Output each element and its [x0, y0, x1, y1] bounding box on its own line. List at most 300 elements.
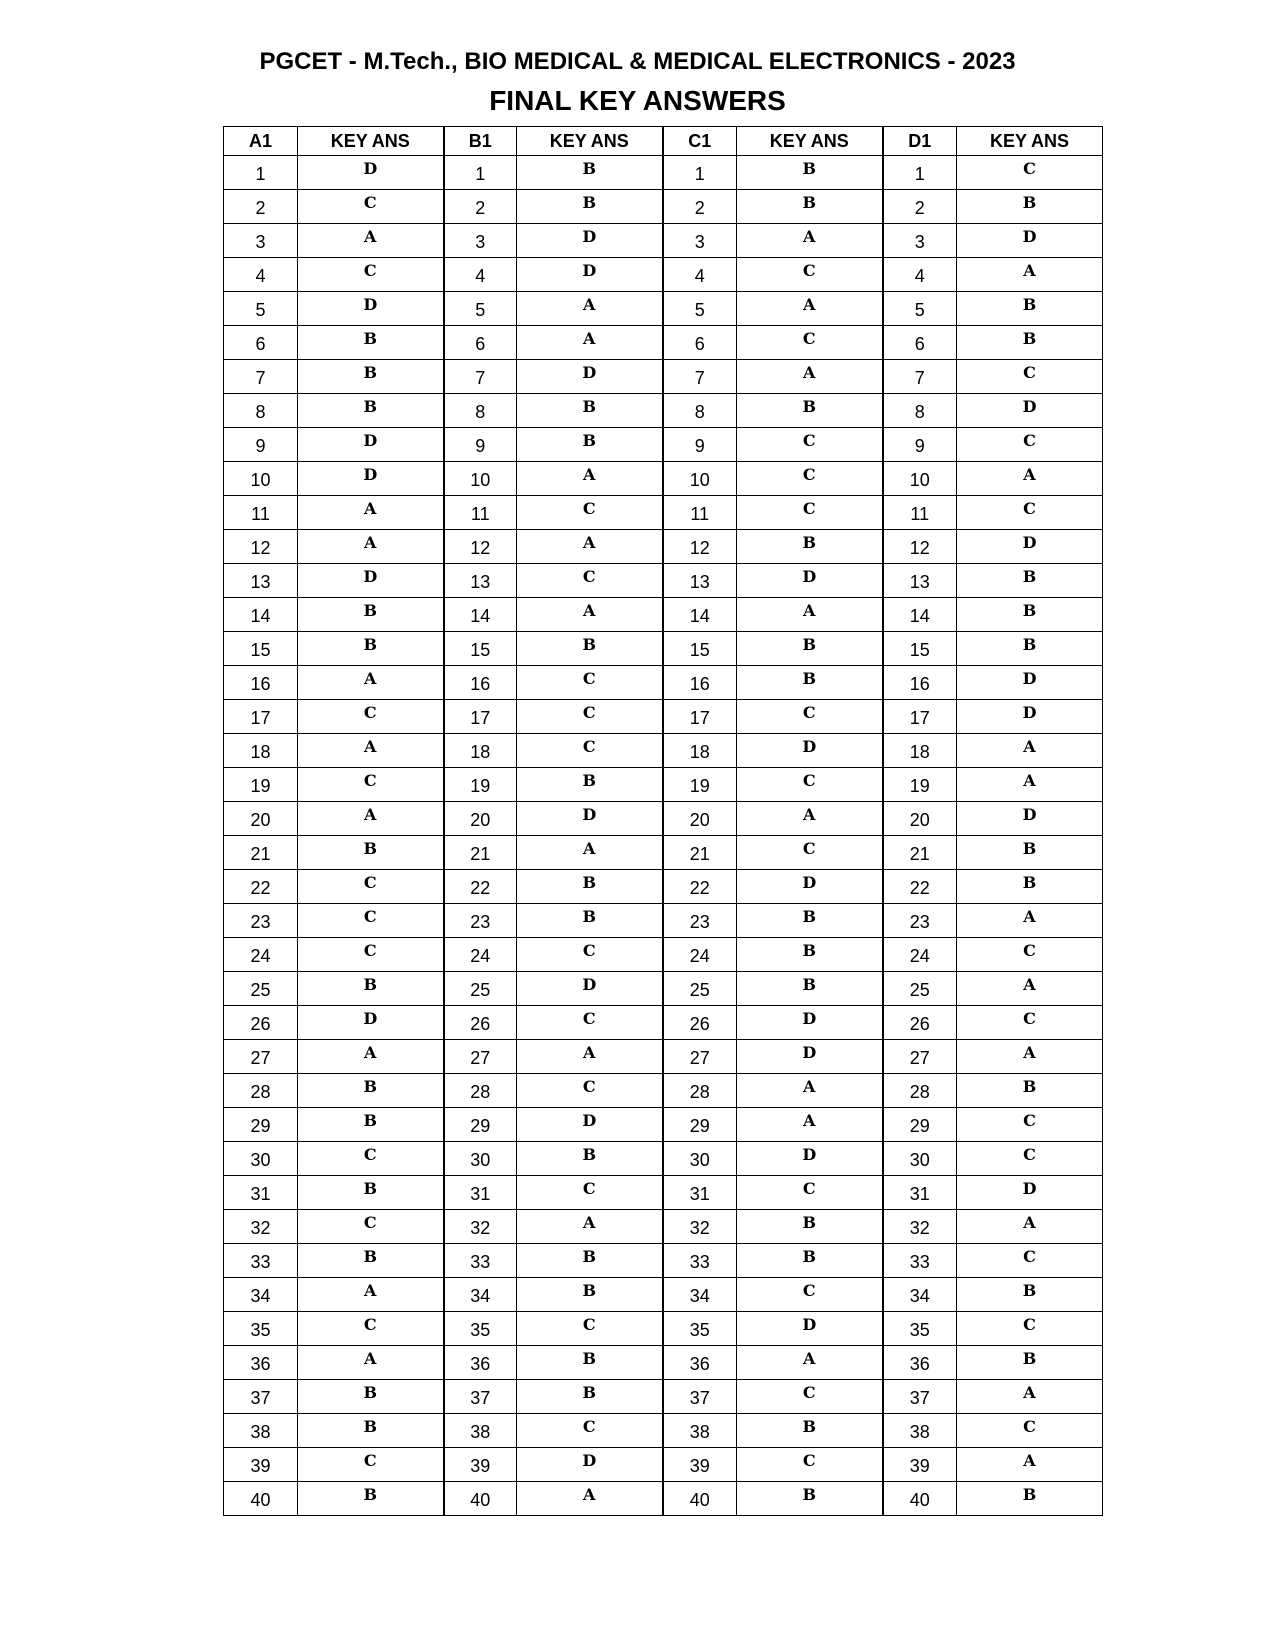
answer-cell: D [517, 360, 663, 394]
question-number-cell: 24 [444, 938, 517, 972]
question-number-cell: 30 [663, 1142, 737, 1176]
question-number-cell: 19 [224, 768, 298, 802]
header-cell: A1 [224, 127, 298, 156]
answer-cell: A [517, 530, 663, 564]
answer-cell: B [298, 394, 444, 428]
answer-cell: B [517, 190, 663, 224]
question-number-cell: 31 [224, 1176, 298, 1210]
question-number-cell: 16 [444, 666, 517, 700]
question-number-cell: 33 [444, 1244, 517, 1278]
answer-cell: A [517, 836, 663, 870]
answer-cell: D [737, 564, 883, 598]
answer-cell: A [957, 734, 1103, 768]
table-row [224, 326, 1103, 360]
question-number-cell: 38 [224, 1414, 298, 1448]
answer-cell: A [517, 462, 663, 496]
answer-cell: D [298, 292, 444, 326]
answer-cell: D [298, 564, 444, 598]
question-number-cell: 10 [663, 462, 737, 496]
answer-cell: C [517, 1176, 663, 1210]
question-number-cell: 1 [663, 156, 737, 190]
header-cell: D1 [883, 127, 957, 156]
question-number-cell: 21 [663, 836, 737, 870]
table-row [224, 1108, 1103, 1142]
answer-cell: D [737, 1142, 883, 1176]
answer-cell: A [737, 1108, 883, 1142]
answer-cell: B [517, 1346, 663, 1380]
table-row [224, 1380, 1103, 1414]
answer-cell: D [298, 1006, 444, 1040]
header-cell: KEY ANS [298, 127, 444, 156]
table-row [224, 870, 1103, 904]
answer-cell: B [298, 1482, 444, 1516]
question-number-cell: 32 [883, 1210, 957, 1244]
answer-cell: A [517, 292, 663, 326]
question-number-cell: 10 [883, 462, 957, 496]
table-row [224, 530, 1103, 564]
question-number-cell: 30 [444, 1142, 517, 1176]
answer-cell: A [298, 734, 444, 768]
answer-cell: B [517, 1380, 663, 1414]
answer-cell: A [957, 258, 1103, 292]
answer-cell: C [957, 156, 1103, 190]
answer-cell: B [517, 1278, 663, 1312]
question-number-cell: 28 [224, 1074, 298, 1108]
question-number-cell: 35 [444, 1312, 517, 1346]
answer-cell: C [737, 1278, 883, 1312]
document-subtitle: FINAL KEY ANSWERS [489, 85, 786, 116]
table-row [224, 156, 1103, 190]
answer-cell: C [957, 1414, 1103, 1448]
table-row [224, 394, 1103, 428]
table-row [224, 938, 1103, 972]
answer-cell: A [737, 224, 883, 258]
table-row [224, 428, 1103, 462]
answer-cell: C [737, 1448, 883, 1482]
table-row [224, 1040, 1103, 1074]
question-number-cell: 33 [224, 1244, 298, 1278]
question-number-cell: 28 [444, 1074, 517, 1108]
answer-cell: C [517, 938, 663, 972]
question-number-cell: 26 [444, 1006, 517, 1040]
answer-cell: A [957, 1380, 1103, 1414]
table-row [224, 598, 1103, 632]
table-row [224, 1414, 1103, 1448]
answer-cell: A [737, 1074, 883, 1108]
answer-cell: B [737, 530, 883, 564]
answer-cell: A [737, 292, 883, 326]
answer-cell: A [957, 768, 1103, 802]
question-number-cell: 34 [224, 1278, 298, 1312]
question-number-cell: 4 [444, 258, 517, 292]
answer-cell: D [957, 802, 1103, 836]
answer-cell: A [517, 326, 663, 360]
table-row [224, 904, 1103, 938]
question-number-cell: 1 [883, 156, 957, 190]
answer-cell: B [737, 632, 883, 666]
question-number-cell: 39 [444, 1448, 517, 1482]
table-row [224, 1346, 1103, 1380]
question-number-cell: 18 [224, 734, 298, 768]
question-number-cell: 18 [444, 734, 517, 768]
answer-cell: B [298, 598, 444, 632]
question-number-cell: 20 [444, 802, 517, 836]
question-number-cell: 38 [883, 1414, 957, 1448]
answer-cell: C [957, 1312, 1103, 1346]
table-row [224, 258, 1103, 292]
answer-cell: B [298, 1074, 444, 1108]
question-number-cell: 31 [883, 1176, 957, 1210]
question-number-cell: 32 [444, 1210, 517, 1244]
answer-cell: C [737, 496, 883, 530]
answer-cell: C [737, 326, 883, 360]
answer-cell: B [517, 870, 663, 904]
answer-cell: D [517, 802, 663, 836]
answer-cell: B [957, 292, 1103, 326]
answer-cell: D [737, 870, 883, 904]
answer-cell: C [298, 700, 444, 734]
table-row [224, 564, 1103, 598]
answer-cell: B [298, 326, 444, 360]
question-number-cell: 3 [663, 224, 737, 258]
answer-cell: B [957, 598, 1103, 632]
table-row [224, 1074, 1103, 1108]
answer-cell: C [517, 700, 663, 734]
question-number-cell: 24 [883, 938, 957, 972]
question-number-cell: 34 [883, 1278, 957, 1312]
question-number-cell: 5 [224, 292, 298, 326]
table-row [224, 292, 1103, 326]
question-number-cell: 18 [883, 734, 957, 768]
answer-cell: A [517, 1210, 663, 1244]
answer-cell: C [517, 1414, 663, 1448]
question-number-cell: 14 [663, 598, 737, 632]
question-number-cell: 22 [883, 870, 957, 904]
question-number-cell: 14 [883, 598, 957, 632]
table-row [224, 1482, 1103, 1516]
answer-cell: D [957, 666, 1103, 700]
answer-cell: B [298, 1108, 444, 1142]
answer-cell: D [957, 700, 1103, 734]
answer-cell: C [957, 1006, 1103, 1040]
answer-cell: D [957, 530, 1103, 564]
question-number-cell: 40 [224, 1482, 298, 1516]
answer-cell: C [957, 496, 1103, 530]
question-number-cell: 29 [883, 1108, 957, 1142]
question-number-cell: 36 [663, 1346, 737, 1380]
question-number-cell: 10 [444, 462, 517, 496]
answer-cell: C [298, 904, 444, 938]
question-number-cell: 26 [663, 1006, 737, 1040]
table-row [224, 1210, 1103, 1244]
answer-cell: C [298, 1312, 444, 1346]
table-row [224, 632, 1103, 666]
question-number-cell: 25 [444, 972, 517, 1006]
answer-cell: C [957, 1244, 1103, 1278]
answer-cell: C [298, 1448, 444, 1482]
question-number-cell: 34 [444, 1278, 517, 1312]
table-row [224, 734, 1103, 768]
answer-cell: D [298, 156, 444, 190]
question-number-cell: 19 [663, 768, 737, 802]
answer-cell: A [298, 802, 444, 836]
answer-cell: A [737, 802, 883, 836]
question-number-cell: 21 [224, 836, 298, 870]
question-number-cell: 31 [663, 1176, 737, 1210]
table-row [224, 360, 1103, 394]
table-row [224, 1244, 1103, 1278]
question-number-cell: 11 [663, 496, 737, 530]
table-row [224, 1278, 1103, 1312]
question-number-cell: 9 [444, 428, 517, 462]
answer-cell: B [298, 836, 444, 870]
answer-cell: B [957, 564, 1103, 598]
answer-cell: B [737, 156, 883, 190]
question-number-cell: 22 [224, 870, 298, 904]
question-number-cell: 36 [224, 1346, 298, 1380]
answer-cell: A [298, 666, 444, 700]
question-number-cell: 4 [663, 258, 737, 292]
answer-cell: B [957, 1278, 1103, 1312]
question-number-cell: 32 [663, 1210, 737, 1244]
question-number-cell: 10 [224, 462, 298, 496]
question-number-cell: 13 [444, 564, 517, 598]
question-number-cell: 28 [883, 1074, 957, 1108]
question-number-cell: 13 [663, 564, 737, 598]
answer-cell: A [737, 360, 883, 394]
question-number-cell: 3 [883, 224, 957, 258]
answer-cell: C [957, 1108, 1103, 1142]
question-number-cell: 32 [224, 1210, 298, 1244]
answer-cell: A [957, 1040, 1103, 1074]
question-number-cell: 27 [663, 1040, 737, 1074]
answer-cell: C [737, 768, 883, 802]
question-number-cell: 27 [224, 1040, 298, 1074]
question-number-cell: 39 [224, 1448, 298, 1482]
answer-cell: C [957, 428, 1103, 462]
question-number-cell: 15 [444, 632, 517, 666]
question-number-cell: 26 [224, 1006, 298, 1040]
question-number-cell: 16 [883, 666, 957, 700]
question-number-cell: 23 [883, 904, 957, 938]
answer-cell: C [517, 734, 663, 768]
answer-cell: B [737, 1210, 883, 1244]
header-cell: KEY ANS [737, 127, 883, 156]
answer-cell: B [737, 190, 883, 224]
question-number-cell: 16 [224, 666, 298, 700]
header-cell: KEY ANS [517, 127, 663, 156]
question-number-cell: 4 [883, 258, 957, 292]
question-number-cell: 5 [663, 292, 737, 326]
answer-cell: B [517, 1142, 663, 1176]
answer-cell: C [737, 836, 883, 870]
answer-cell: D [517, 1448, 663, 1482]
header-row [224, 127, 1103, 156]
question-number-cell: 1 [224, 156, 298, 190]
answer-cell: B [517, 394, 663, 428]
answer-cell: D [517, 972, 663, 1006]
question-number-cell: 40 [444, 1482, 517, 1516]
question-number-cell: 22 [444, 870, 517, 904]
answer-cell: A [957, 904, 1103, 938]
question-number-cell: 2 [444, 190, 517, 224]
table-row [224, 224, 1103, 258]
question-number-cell: 39 [663, 1448, 737, 1482]
answer-cell: B [957, 870, 1103, 904]
question-number-cell: 9 [224, 428, 298, 462]
answer-cell: B [737, 1414, 883, 1448]
table-row [224, 1176, 1103, 1210]
answer-cell: C [517, 1312, 663, 1346]
question-number-cell: 30 [224, 1142, 298, 1176]
question-number-cell: 31 [444, 1176, 517, 1210]
table-row [224, 496, 1103, 530]
question-number-cell: 36 [883, 1346, 957, 1380]
answer-cell: B [298, 1244, 444, 1278]
table-row [224, 700, 1103, 734]
answer-cell: A [298, 1040, 444, 1074]
question-number-cell: 40 [883, 1482, 957, 1516]
table-row [224, 972, 1103, 1006]
question-number-cell: 12 [883, 530, 957, 564]
question-number-cell: 6 [444, 326, 517, 360]
question-number-cell: 5 [883, 292, 957, 326]
answer-cell: D [517, 258, 663, 292]
question-number-cell: 39 [883, 1448, 957, 1482]
answer-cell: D [737, 1040, 883, 1074]
answer-cell: C [298, 1210, 444, 1244]
question-number-cell: 35 [224, 1312, 298, 1346]
question-number-cell: 38 [444, 1414, 517, 1448]
answer-cell: B [298, 1176, 444, 1210]
answer-cell: A [737, 1346, 883, 1380]
question-number-cell: 17 [444, 700, 517, 734]
answer-cell: C [737, 1380, 883, 1414]
question-number-cell: 7 [444, 360, 517, 394]
question-number-cell: 2 [224, 190, 298, 224]
answer-cell: C [517, 564, 663, 598]
answer-cell: B [298, 1380, 444, 1414]
question-number-cell: 20 [224, 802, 298, 836]
table-row [224, 1448, 1103, 1482]
answer-cell: C [298, 190, 444, 224]
question-number-cell: 21 [444, 836, 517, 870]
answer-cell: A [957, 972, 1103, 1006]
question-number-cell: 2 [883, 190, 957, 224]
answer-cell: C [298, 1142, 444, 1176]
question-number-cell: 25 [224, 972, 298, 1006]
table-row [224, 462, 1103, 496]
question-number-cell: 4 [224, 258, 298, 292]
question-number-cell: 23 [663, 904, 737, 938]
answer-cell: A [517, 598, 663, 632]
question-number-cell: 20 [883, 802, 957, 836]
question-number-cell: 19 [883, 768, 957, 802]
answer-cell: C [298, 870, 444, 904]
question-number-cell: 6 [663, 326, 737, 360]
answer-cell: B [517, 1244, 663, 1278]
table-row [224, 768, 1103, 802]
answer-cell: B [298, 972, 444, 1006]
question-number-cell: 24 [663, 938, 737, 972]
answer-cell: B [737, 904, 883, 938]
table-row [224, 1312, 1103, 1346]
answer-cell: A [298, 496, 444, 530]
question-number-cell: 11 [444, 496, 517, 530]
answer-cell: A [298, 530, 444, 564]
question-number-cell: 23 [224, 904, 298, 938]
question-number-cell: 3 [444, 224, 517, 258]
question-number-cell: 33 [883, 1244, 957, 1278]
answer-cell: C [737, 258, 883, 292]
table-row [224, 836, 1103, 870]
question-number-cell: 7 [663, 360, 737, 394]
question-number-cell: 11 [224, 496, 298, 530]
question-number-cell: 25 [883, 972, 957, 1006]
answer-cell: B [957, 1346, 1103, 1380]
answer-cell: B [517, 768, 663, 802]
table-row [224, 190, 1103, 224]
question-number-cell: 27 [444, 1040, 517, 1074]
question-number-cell: 17 [663, 700, 737, 734]
answer-cell: B [957, 632, 1103, 666]
question-number-cell: 12 [444, 530, 517, 564]
question-number-cell: 29 [224, 1108, 298, 1142]
answer-cell: A [517, 1482, 663, 1516]
question-number-cell: 29 [444, 1108, 517, 1142]
question-number-cell: 8 [883, 394, 957, 428]
header-cell: KEY ANS [957, 127, 1103, 156]
question-number-cell: 37 [663, 1380, 737, 1414]
answer-cell: C [957, 1142, 1103, 1176]
answer-cell: B [517, 156, 663, 190]
answer-cell: C [517, 1074, 663, 1108]
question-number-cell: 12 [663, 530, 737, 564]
question-number-cell: 8 [663, 394, 737, 428]
question-number-cell: 7 [883, 360, 957, 394]
answer-cell: C [517, 1006, 663, 1040]
question-number-cell: 5 [444, 292, 517, 326]
question-number-cell: 25 [663, 972, 737, 1006]
answer-cell: D [957, 224, 1103, 258]
question-number-cell: 33 [663, 1244, 737, 1278]
question-number-cell: 13 [224, 564, 298, 598]
answer-cell: C [957, 360, 1103, 394]
question-number-cell: 20 [663, 802, 737, 836]
question-number-cell: 27 [883, 1040, 957, 1074]
question-number-cell: 37 [444, 1380, 517, 1414]
question-number-cell: 40 [663, 1482, 737, 1516]
question-number-cell: 38 [663, 1414, 737, 1448]
question-number-cell: 15 [663, 632, 737, 666]
answer-cell: A [957, 1210, 1103, 1244]
answer-cell: C [517, 666, 663, 700]
question-number-cell: 6 [883, 326, 957, 360]
question-number-cell: 17 [224, 700, 298, 734]
answer-cell: B [737, 972, 883, 1006]
question-number-cell: 2 [663, 190, 737, 224]
answer-cell: D [298, 428, 444, 462]
question-number-cell: 8 [444, 394, 517, 428]
answer-cell: A [298, 1278, 444, 1312]
header-cell: C1 [663, 127, 737, 156]
question-number-cell: 37 [883, 1380, 957, 1414]
answer-cell: C [737, 1176, 883, 1210]
question-number-cell: 35 [883, 1312, 957, 1346]
answer-cell: A [298, 1346, 444, 1380]
question-number-cell: 3 [224, 224, 298, 258]
answer-cell: D [737, 1312, 883, 1346]
